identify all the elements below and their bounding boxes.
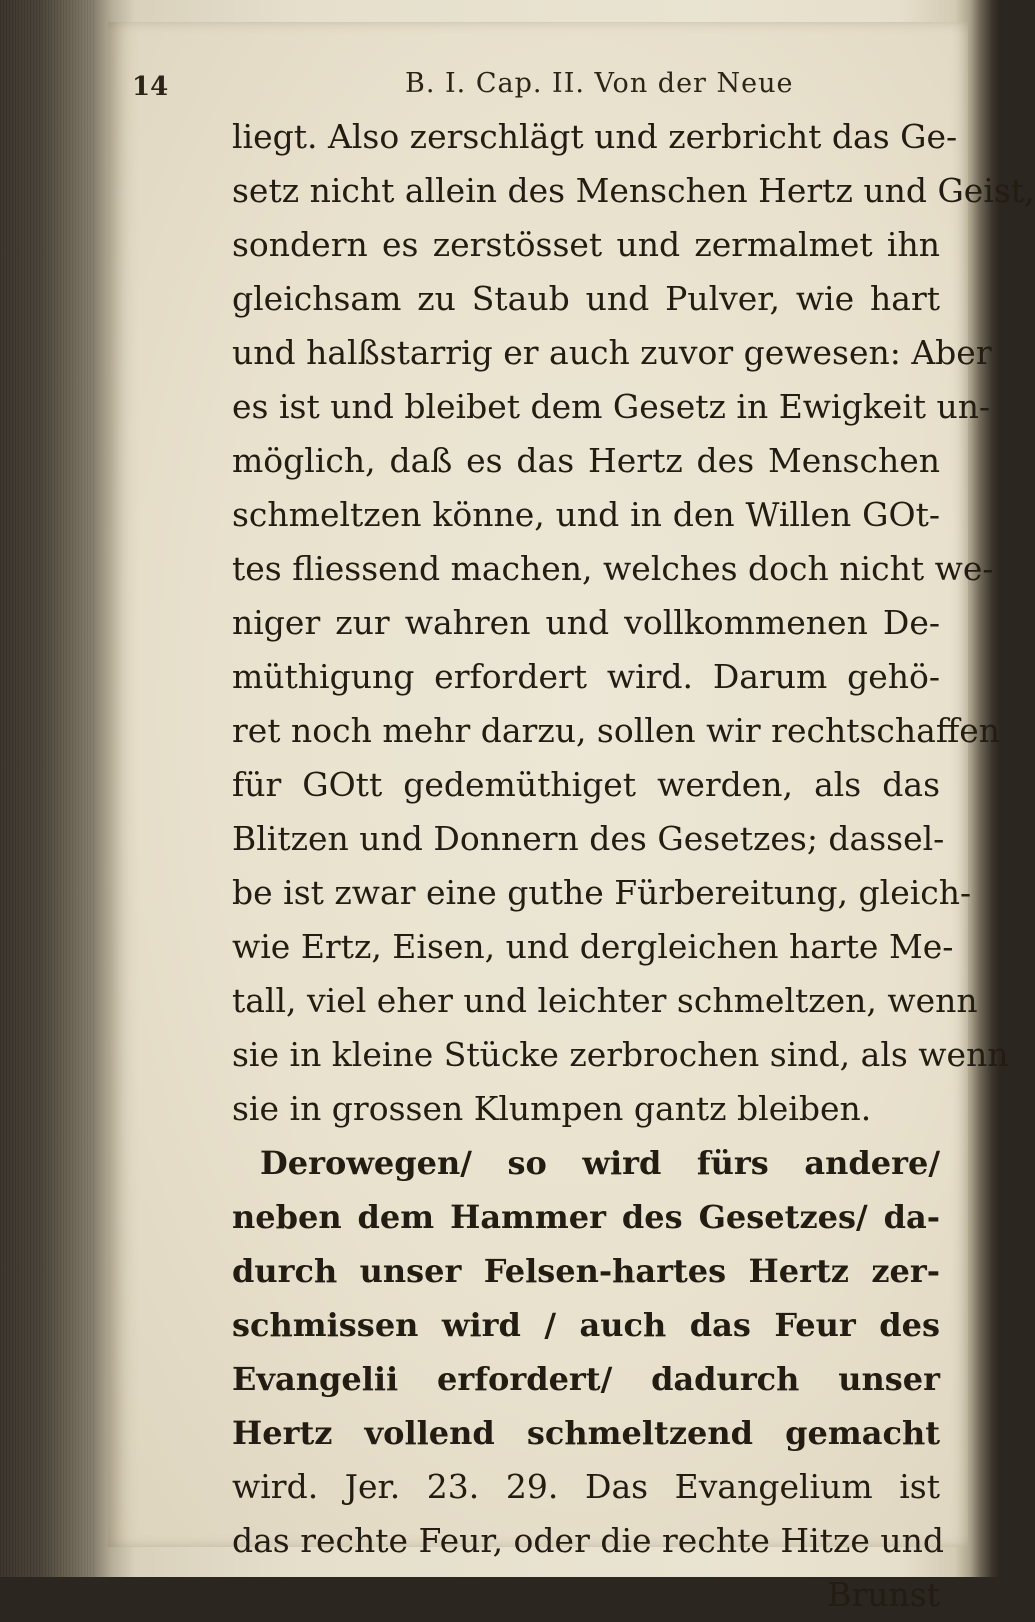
text-line: neben dem Hammer des Gesetzes/ da-: [232, 1198, 940, 1236]
text-line: setz nicht allein des Menschen Hertz und Geist,: [232, 171, 1035, 210]
text-line: für GOtt gedemüthiget werden, als das: [232, 765, 940, 804]
text-line: liegt. Also zerschlägt und zerbricht das Ge-: [232, 117, 958, 156]
paragraph-end-line: sie in grossen Klumpen gantz bleiben.: [232, 1089, 872, 1128]
text-line: sondern es zerstösset und zermalmet ihn: [232, 225, 940, 264]
running-head: B. I. Cap. II. Von der Neue: [405, 68, 794, 99]
text-line: gleichsam zu Staub und Pulver, wie hart: [232, 279, 940, 318]
text-line: tall, viel eher und leichter schmeltzen, wenn: [232, 981, 978, 1020]
page-number: 14: [132, 72, 169, 102]
text-line: Blitzen und Donnern des Gesetzes; dassel-: [232, 819, 945, 858]
text-line: es ist und bleibet dem Gesetz in Ewigkeit un-: [232, 387, 991, 426]
text-line: wird. Jer. 23. 29. Das Evangelium ist: [232, 1467, 940, 1506]
text-line: be ist zwar eine guthe Fürbereitung, gleich-: [232, 873, 972, 912]
text-line: schmissen wird / auch das Feur des: [232, 1306, 940, 1344]
text-line: wie Ertz, Eisen, und dergleichen harte Me-: [232, 927, 954, 966]
text-line: tes fliessend machen, welches doch nicht we-: [232, 549, 994, 588]
text-line: müthigung erfordert wird. Darum gehö-: [232, 657, 940, 696]
text-line: Derowegen/ so wird fürs andere/: [260, 1144, 940, 1182]
text-line: das rechte Feur, oder die rechte Hitze und: [232, 1521, 944, 1560]
text-line: schmeltzen könne, und in den Willen GOt-: [232, 495, 940, 534]
text-line: Evangelii erfordert/ dadurch unser: [232, 1360, 940, 1398]
text-line: niger zur wahren und vollkommenen De-: [232, 603, 940, 642]
book-block-edge: [0, 0, 95, 1577]
text-line: Hertz vollend schmeltzend gemacht: [232, 1414, 940, 1452]
text-line: möglich, daß es das Hertz des Menschen: [232, 441, 940, 480]
body-text: [232, 110, 1035, 1622]
catchword: Brunst: [827, 1575, 940, 1614]
text-line: durch unser Felsen-hartes Hertz zer-: [232, 1252, 940, 1290]
text-line: ret noch mehr darzu, sollen wir rechtschaffen: [232, 711, 1001, 750]
text-line: sie in kleine Stücke zerbrochen sind, als wenn: [232, 1035, 1009, 1074]
text-line: und halßstarrig er auch zuvor gewesen: Aber: [232, 333, 992, 372]
